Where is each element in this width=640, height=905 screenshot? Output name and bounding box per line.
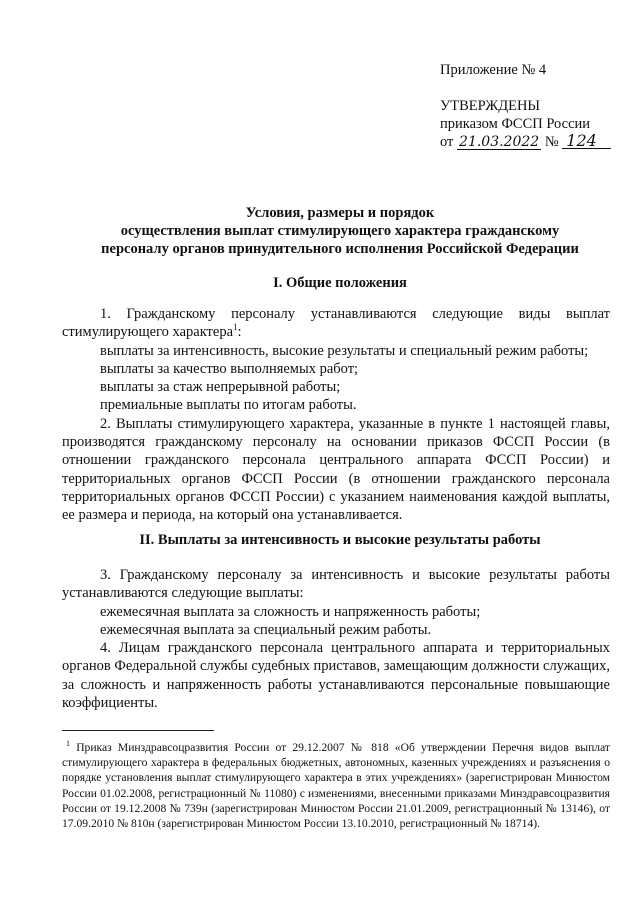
list-item: выплаты за интенсивность, высокие результаты и специальный режим работы; xyxy=(100,342,589,359)
document-title xyxy=(60,204,620,258)
footnote xyxy=(62,740,610,831)
appendix-label: Приложение № 4 xyxy=(440,62,547,78)
list-item: выплаты за качество выполняемых работ; xyxy=(100,360,359,377)
approval-block xyxy=(440,61,630,151)
section-2-body xyxy=(62,566,610,712)
title-line-3: персоналу органов принудительного исполнения Российской Федерации xyxy=(101,241,579,257)
title-line-2: осуществления выплат стимулирующего характера гражданскому xyxy=(120,223,560,239)
from-prefix: от xyxy=(440,134,454,150)
paragraph-1 xyxy=(62,305,610,342)
paragraph-1-text: 1. Гражданскому персоналу устанавливаются следующие виды выплат стимулирующего характера xyxy=(62,306,610,341)
list-item: ежемесячная выплата за специальный режим работы. xyxy=(100,621,432,638)
order-number: 124 xyxy=(562,134,611,149)
paragraph-3: 3. Гражданскому персоналу за интенсивность и высокие результаты работы устанавливаются следующие выплаты: xyxy=(62,567,610,602)
section-2-heading: II. Выплаты за интенсивность и высокие результаты работы xyxy=(139,532,541,548)
title-line-1: Условия, размеры и порядок xyxy=(245,205,435,221)
paragraph-2: 2. Выплаты стимулирующего характера, указанные в пункте 1 настоящей главы, производятся гражданскому персоналу на основании приказов ФССП России (в отношении гражданского персонала центрального аппарата ФССП России) и территориальных органов ФССП России (в отношении гражданского персонала территориальных органов ФССП России) с указанием наименования каждой выплаты, ее размера и периода, на который она устанавливается. xyxy=(62,415,610,524)
approval-gap xyxy=(440,79,630,97)
list-item: премиальные выплаты по итогам работы. xyxy=(100,397,357,414)
approved-label: УТВЕРЖДЕНЫ xyxy=(440,98,541,114)
paragraph-4: 4. Лицам гражданского персонала центрального аппарата и территориальных органов Федеральной службы судебных приставов, замещающим должности служащих, за сложность и напряженность работы устанавливаются персональные повышающие коэффициенты. xyxy=(62,640,610,712)
footnote-ref: 1 xyxy=(233,322,238,333)
list-item: ежемесячная выплата за сложность и напряженность работы; xyxy=(100,603,481,620)
footnote-divider xyxy=(62,730,214,731)
section-1-heading: I. Общие положения xyxy=(273,275,407,291)
order-date: 21.03.2022 xyxy=(459,134,540,150)
footnote-mark: 1 xyxy=(66,739,70,749)
number-sign: № xyxy=(544,134,559,150)
list-item: выплаты за стаж непрерывной работы; xyxy=(100,379,341,396)
footnote-text: Приказ Минздравсоцразвития России от 29.12.2007 № 818 «Об утверждении Перечня видов выплат стимулирующего характера в федеральных бюджетных, автономных, казенных учреждениях и разъяснения о порядке установления выплат стимулирующего характера в этих учреждениях» (зарегистрирован Минюстом России 01.02.2008, регистрационный № 11080) с изменениями, внесенными приказами Минздравсоцразвития России от 19.12.2008 № 739н (зарегистрирован Минюстом России 21.01.2009, регистрационный № 13146), от 17.09.2010 № 810н (зарегистрирован Минюстом России 13.10.2010, регистрационный № 18714). xyxy=(62,741,611,831)
order-by-label: приказом ФССП России xyxy=(440,116,591,132)
section-1-body xyxy=(62,305,610,525)
order-date-line xyxy=(440,133,630,151)
paragraph-1-tail: : xyxy=(237,324,242,341)
